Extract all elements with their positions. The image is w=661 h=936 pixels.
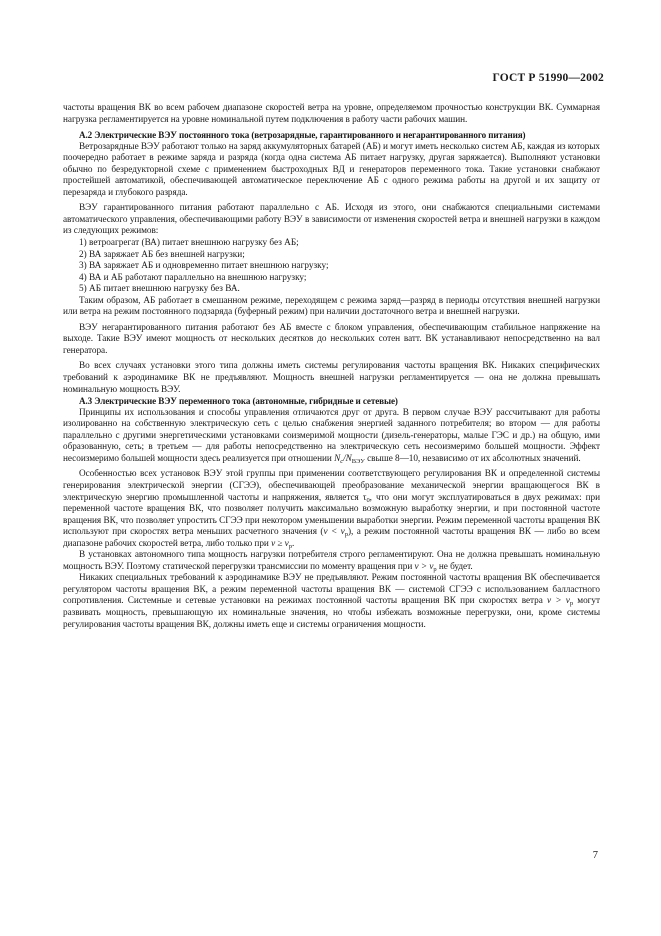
list-item: 1) ветроагрегат (ВА) питает внешнюю нагрузку без АБ; — [79, 238, 299, 249]
subscript: р — [569, 600, 574, 608]
paragraph-continuation: частоты вращения ВК во всем рабочем диапазоне скоростей ветра на уровне, определяемом прочностью конструкции ВК. Суммарная нагрузка регламентируется на уровне номинальной путем подключения в работу части рабочих машин. — [63, 103, 600, 125]
formula-v-less: v < v — [323, 527, 345, 538]
text-segment: свыше 8—10, независимо от их абсолютных значений. — [367, 453, 581, 464]
document-body — [63, 103, 600, 631]
text-segment: ), а режим постоянной частоты вращения ВК — либо во всем диапазоне рабочих скоростей ветра, либо только при — [63, 527, 600, 549]
subscript: р — [288, 542, 292, 550]
paragraph-features — [63, 469, 600, 550]
operating-modes-list — [63, 238, 600, 296]
page-number: 7 — [592, 850, 598, 861]
paragraph-wind-charging: Ветрозарядные ВЭУ работают только на заряд аккумуляторных батарей (АБ) и могут иметь несколько систем АБ, каждая из которых поочередно работает в режиме заряда и разряда (когда одна система АБ питает нагрузку, другая заряжается). Выполняют установки обычно по безредукторной схеме с применением быстроходных ВД и генераторов переменного тока. Такие установки снабжают простейшей автоматикой, обеспечивающей автоматическое переключение АБ с одного режима работы на другой и их защиту от перезаряда и глубокого разряда. — [63, 141, 600, 198]
paragraph-non-guaranteed: ВЭУ негарантированного питания работают без АБ вместе с блоком управления, обеспечивающим стабильное напряжение на выходе. Такие ВЭУ имеют мощность от нескольких десятков до нескольких сотен ватт. ВК устанавливают непосредственно на вал генератора. — [63, 322, 600, 356]
paragraph-guaranteed-supply: ВЭУ гарантированного питания работают параллельно с АБ. Исходя из этого, они снабжаются специальными системами автоматического управления, обеспечивающими работу ВЭУ в зависимости от изменения скоростей ветра и внешней нагрузки в каждом из следующих режимов: — [63, 203, 600, 237]
text-segment: могут развивать мощность, превышающую их номинальные значения, но чтобы избежать возможные перегрузки, они, кроме системы регулирования частоты вращения ВК, должны иметь еще и системы ограничения мощности. — [63, 596, 600, 630]
list-item: 2) ВА заряжает АБ без внешней нагрузки; — [79, 249, 245, 260]
list-item: 4) ВА и АБ работают параллельно на внешнюю нагрузку; — [79, 272, 307, 283]
symbol-slash: / — [343, 453, 346, 464]
formula-v-greater: v > v — [414, 561, 434, 572]
paragraph-aerodynamics — [63, 573, 600, 631]
symbol-n: N — [334, 453, 341, 464]
section-heading-a3: А.3 Электрические ВЭУ переменного тока (автономные, гибридные и сетевые) — [79, 396, 398, 407]
text-segment: В установках автономного типа мощность нагрузки потребителя строго регламентируют. Она не должна превышать номинальную мощность ВЭУ. Поэтому статической перегрузки трансмиссии по моменту вращения при — [63, 550, 600, 572]
subscript: 0 — [366, 496, 370, 504]
symbol-n: N — [345, 453, 352, 464]
paragraph-regulation: Во всех случаях установки этого типа должны иметь системы регулирования частоты вращения ВК. Никаких специфических требований к аэродинамике ВК не предъявляют. Мощность внешней нагрузки регламентируется — она не должна превышать номинальную мощность ВЭУ. — [63, 361, 600, 395]
subscript: р — [433, 565, 437, 573]
text-segment: Особенностью всех установок ВЭУ этой группы при применении соответствующего регулирования ВК и определенной системы генерирования электрической энергии (СГЭЭ), обеспечивающей преобразование механической энергии вращающегося ВК в электрическую энергию промышленной частоты и напряжения, является τ — [63, 469, 600, 503]
paragraph-autonomous — [63, 550, 600, 573]
paragraph-principles — [63, 408, 600, 466]
text-segment: Принципы их использования и способы управления отличаются друг от друга. В первом случае ВЭУ рассчитывают для работы изолированно на собственную электрическую сеть с целью снабжения энергией заданного потребителя; во втором — для работы параллельно с другими энергетическими установками соизмеримой мощности (дизель-генераторы, малые ГЭС и др.) на общую, ими образованную, сеть; в третьем — для работы непосредственно на электрическую сеть несоизмеримо большей мощности. Эффект несоизмеримо большей мощности здесь реализуется при отношении — [63, 407, 600, 464]
subscript: c — [340, 457, 344, 465]
formula-v-greater: v > v — [547, 596, 570, 607]
list-item: 3) ВА заряжает АБ и одновременно питает внешнюю нагрузку; — [79, 261, 329, 272]
section-heading-a2: А.2 Электрические ВЭУ постоянного тока (ветрозарядные, гарантированного и негарантированного питания) — [79, 130, 526, 141]
text-segment: . — [291, 538, 295, 549]
document-code-header: ГОСТ Р 51990—2002 — [492, 72, 604, 84]
text-segment: Никаких специальных требований к аэродинамике ВЭУ не предъявляют. Режим постоянной частоты вращения ВК обеспечивается регулятором частоты вращения ВК, а режим переменной частоты вращения ВК — системой СГЭЭ с использованием балластного сопротивления. Системные и сетевые установки на режимах постоянной частоты вращения ВК при скоростях ветра — [63, 573, 600, 607]
paragraph-mixed-mode: Таким образом, АБ работает в смешанном режиме, переходящем с режима заряд—разряд в периоды отсутствия внешней нагрузки или ветра на режим постоянного подзаряда (буферный режим) при наличии достаточного ветра и внешней нагрузки. — [63, 295, 600, 318]
subscript: ВЭУ — [351, 457, 365, 465]
text-segment: не будет. — [438, 561, 473, 572]
list-item: 5) АБ питает внешнюю нагрузку без ВА. — [79, 284, 240, 295]
subscript: р — [344, 531, 348, 539]
text-segment: , что они могут эксплуатироваться в двух режимах: при переменной частоте вращения ВК, что позволяет получить максимально возможную выработку энергии, и при постоянной частоте вращения ВК, что позволяет упростить СГЭЭ при некотором уменьшении выработки энергии. Режим переменной частоты вращения ВК используют при скоростях ветра меньших расчетного значения ( — [63, 492, 601, 538]
formula-v-geq: v ≥ v — [271, 538, 289, 549]
